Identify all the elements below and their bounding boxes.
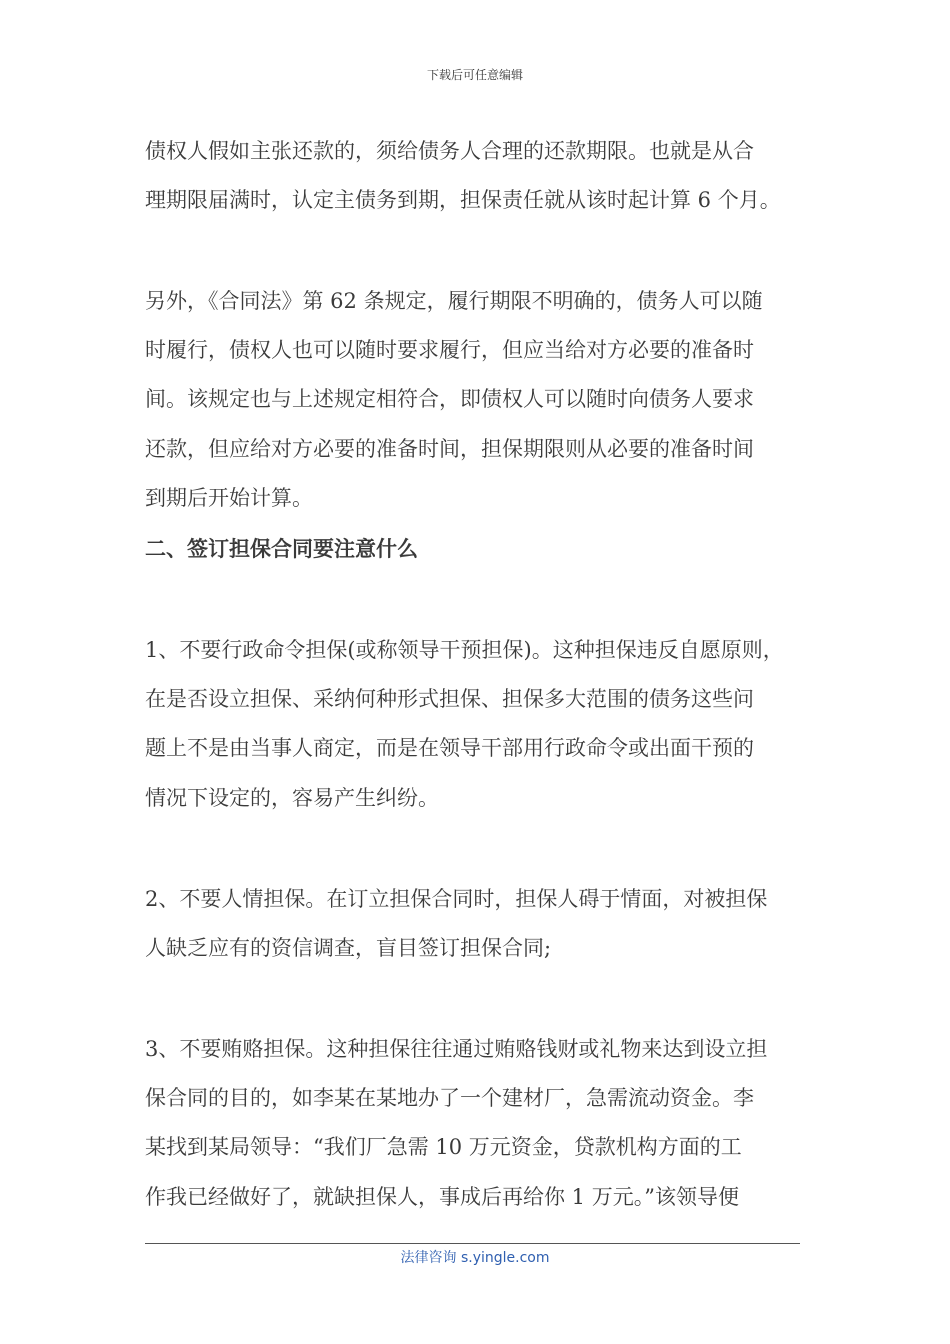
paragraph-line: 人缺乏应有的资信调查，盲目签订担保合同; — [145, 936, 552, 960]
paragraph-line: 情况下设定的，容易产生纠纷。 — [145, 786, 439, 810]
paragraph-line: 某找到某局领导：“我们厂急需 10 万元资金，贷款机构方面的工 — [145, 1135, 742, 1159]
paragraph-line: 作我已经做好了，就缺担保人，事成后再给你 1 万元。”该领导便 — [145, 1185, 739, 1209]
paragraph-line: 间。该规定也与上述规定相符合，即债权人可以随时向债务人要求 — [145, 387, 754, 411]
paragraph-line: 还款，但应给对方必要的准备时间，担保期限则从必要的准备时间 — [145, 437, 754, 461]
paragraph-line: 题上不是由当事人商定，而是在领导干部用行政命令或出面干预的 — [145, 736, 754, 760]
page-header: 下载后可任意编辑 — [426, 68, 523, 82]
paragraph-line: 2、不要人情担保。在订立担保合同时，担保人碍于情面，对被担保 — [145, 887, 768, 911]
paragraph-line: 另外，《合同法》第 62 条规定，履行期限不明确的，债务人可以随 — [145, 289, 763, 313]
paragraph-line: 在是否设立担保、采纳何种形式担保、担保多大范围的债务这些问 — [145, 687, 754, 711]
paragraph-line: 3、不要贿赂担保。这种担保往往通过贿赂钱财或礼物来达到设立担 — [145, 1037, 768, 1061]
paragraph-line: 到期后开始计算。 — [145, 486, 313, 510]
paragraph-line: 保合同的目的，如李某在某地办了一个建材厂，急需流动资金。李 — [145, 1086, 754, 1110]
footer-link[interactable]: 法律咨询 s.yingle.com — [400, 1250, 550, 1266]
paragraph-line: 1、不要行政命令担保(或称领导干预担保)。这种担保违反自愿原则， — [145, 638, 784, 662]
paragraph-line: 时履行，债权人也可以随时要求履行，但应当给对方必要的准备时 — [145, 338, 754, 362]
paragraph-line: 理期限届满时，认定主债务到期，担保责任就从该时起计算 6 个月。 — [145, 188, 781, 212]
paragraph-line: 债权人假如主张还款的，须给债务人合理的还款期限。也就是从合 — [145, 139, 754, 163]
footer-divider — [145, 1243, 800, 1244]
section-heading: 二、签订担保合同要注意什么 — [145, 536, 418, 561]
